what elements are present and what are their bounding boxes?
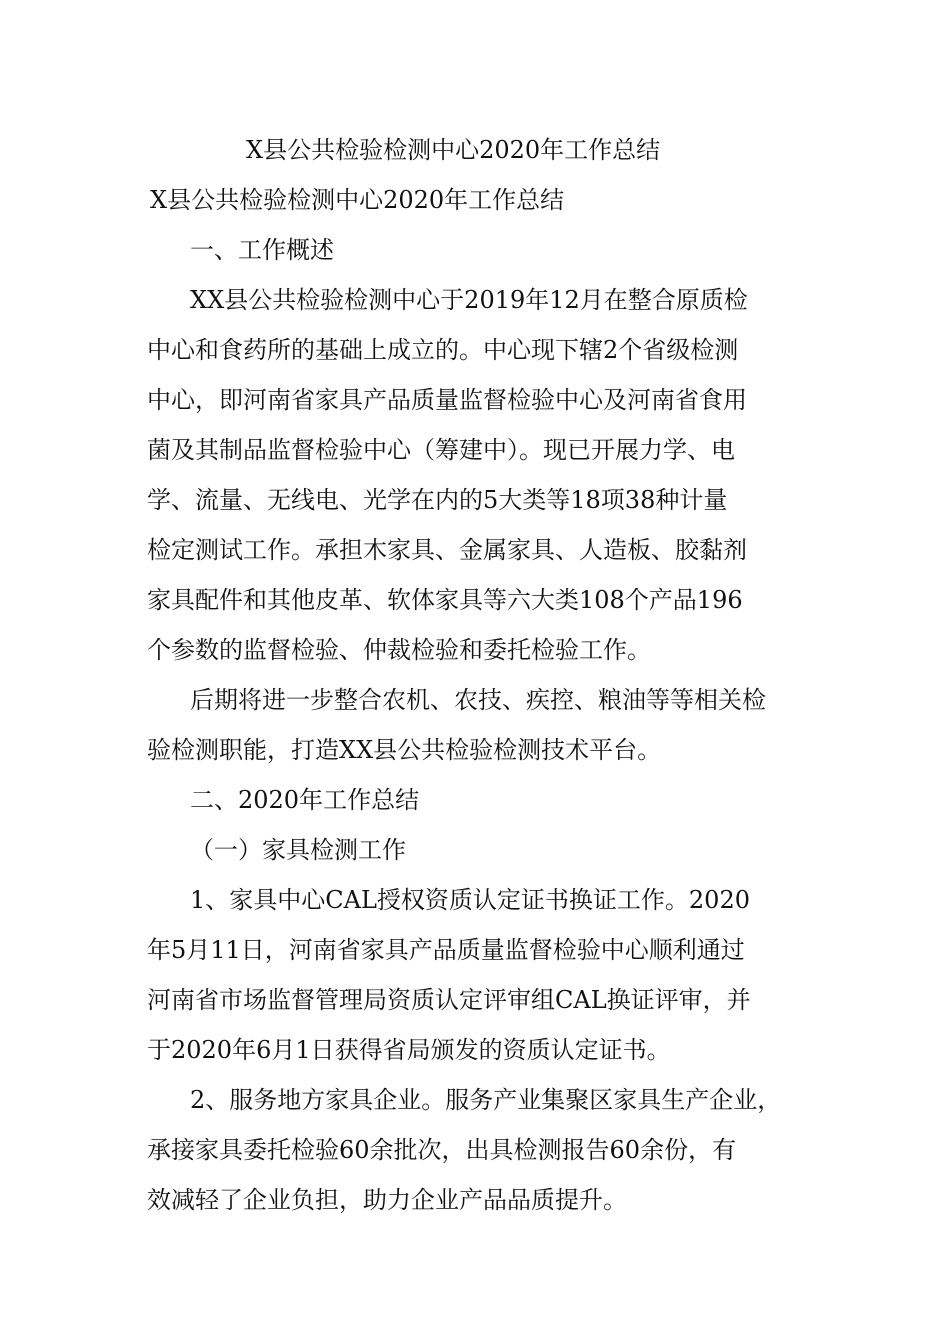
paragraph-line: 效减轻了企业负担，助力企业产品品质提升。	[147, 1186, 627, 1214]
paragraph-line: 后期将进一步整合农机、农技、疾控、粮油等等相关检	[190, 686, 766, 714]
paragraph-line: 菌及其制品监督检验中心（筹建中）。现已开展力学、电	[147, 436, 735, 464]
paragraph-line: 家具配件和其他皮革、软体家具等六大类108个产品196	[147, 586, 743, 614]
paragraph-line: 承接家具委托检验60余批次，出具检测报告60余份，有	[147, 1136, 737, 1164]
paragraph-line: 中心，即河南省家具产品质量监督检验中心及河南省食用	[147, 386, 747, 414]
paragraph-line: 学、流量、无线电、光学在内的5大类等18项38种计量	[147, 486, 728, 514]
paragraph-line: 1、家具中心CAL授权资质认定证书换证工作。2020	[190, 886, 750, 914]
subsection-heading-furniture: （一）家具检测工作	[190, 836, 406, 864]
document-subtitle: X县公共检验检测中心2020年工作总结	[150, 186, 565, 214]
paragraph-line: 检定测试工作。承担木家具、金属家具、人造板、胶黏剂	[147, 536, 747, 564]
paragraph-line: 年5月11日，河南省家具产品质量监督检验中心顺利通过	[147, 936, 745, 964]
paragraph-line: 于2020年6月1日获得省局颁发的资质认定证书。	[147, 1036, 671, 1064]
section-heading-summary: 二、2020年工作总结	[190, 786, 420, 814]
paragraph-line: XX县公共检验检测中心于2019年12月在整合原质检	[190, 286, 748, 314]
paragraph-line: 个参数的监督检验、仲裁检验和委托检验工作。	[147, 636, 651, 664]
paragraph-line: 中心和食药所的基础上成立的。中心现下辖2个省级检测	[147, 336, 739, 364]
section-heading-overview: 一、工作概述	[190, 236, 334, 264]
paragraph-line: 2、服务地方家具企业。服务产业集聚区家具生产企业，	[190, 1086, 782, 1114]
paragraph-line: 验检测职能，打造XX县公共检验检测技术平台。	[147, 736, 662, 764]
paragraph-line: 河南省市场监督管理局资质认定评审组CAL换证评审，并	[147, 986, 751, 1014]
document-title: X县公共检验检测中心2020年工作总结	[246, 136, 661, 164]
